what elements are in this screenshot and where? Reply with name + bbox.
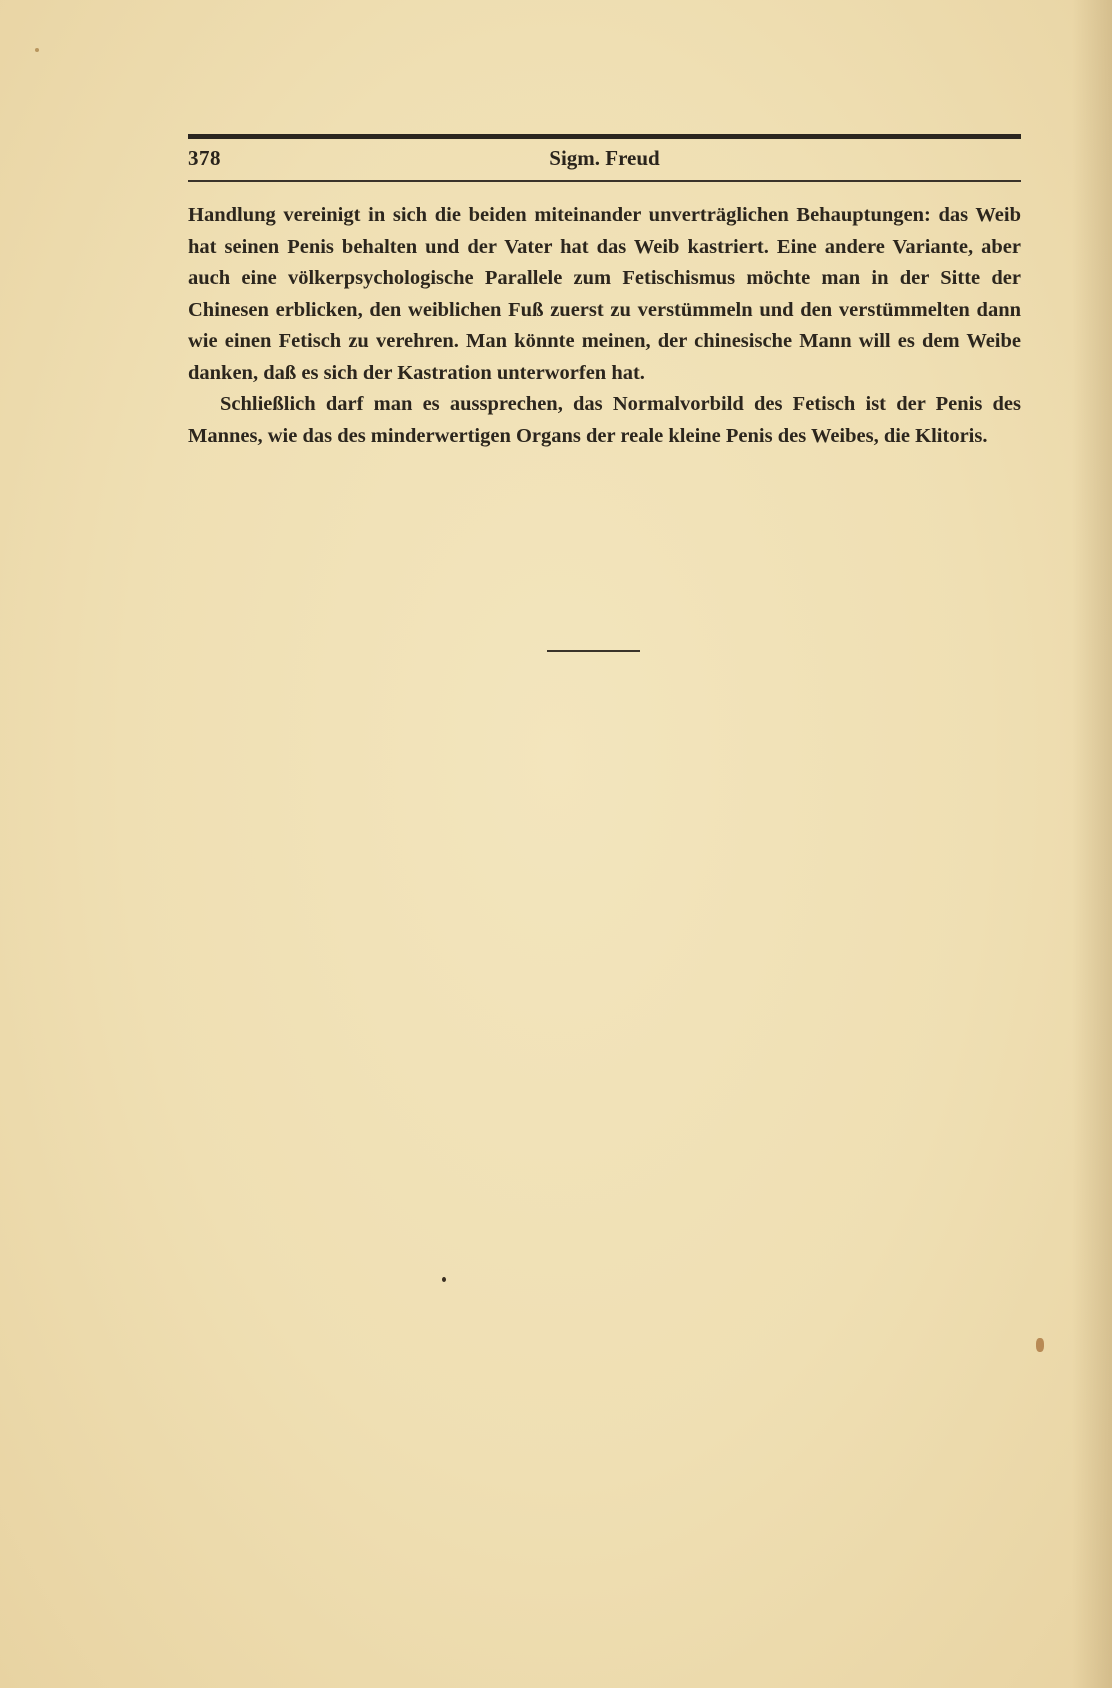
page-edge-shadow bbox=[1072, 0, 1112, 1688]
page-header bbox=[188, 146, 1021, 176]
paper-stain bbox=[35, 48, 39, 52]
paper-stain bbox=[1036, 1338, 1044, 1352]
running-head: Sigm. Freud bbox=[549, 146, 660, 170]
section-end-rule bbox=[547, 650, 640, 652]
ink-speck bbox=[442, 1277, 446, 1282]
paragraph: Handlung vereinigt in sich die beiden miteinander unverträglichen Behauptungen: das Weib hat seinen Penis behalten und der Vater hat das Weib kastriert. Eine andere Variante, aber auch eine völkerpsychologische Parallele zum Fetischismus möchte man in der Sitte der Chinesen erblicken, den weiblichen Fuß zuerst zu verstümmeln und den verstümmelten dann wie einen Fetisch zu verehren. Man könnte meinen, der chinesische Mann will es dem Weibe danken, daß es sich der Kastration unterworfen hat. bbox=[188, 204, 1021, 384]
body-text bbox=[188, 200, 1021, 452]
header-bottom-rule bbox=[188, 180, 1021, 182]
page-number: 378 bbox=[188, 146, 221, 170]
paragraph: Schließlich darf man es aussprechen, das Normalvorbild des Fetisch ist der Penis des Mannes, wie das des minderwertigen Organs der reale kleine Penis des Weibes, die Klitoris. bbox=[188, 393, 1021, 447]
header-top-rule bbox=[188, 134, 1021, 139]
